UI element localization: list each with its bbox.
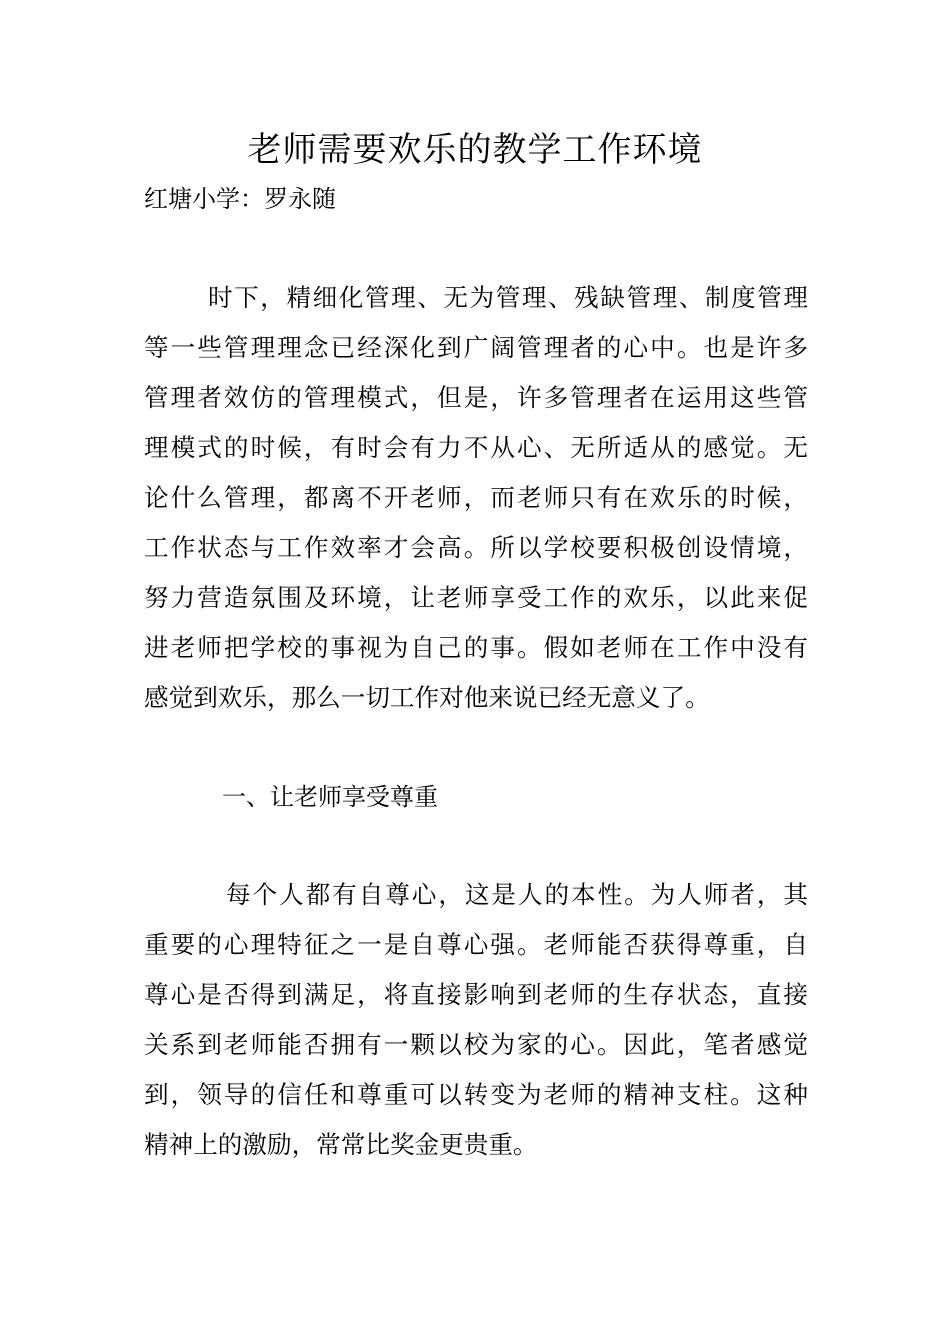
paragraph-line: 论什么管理，都离不开老师，而老师只有在欢乐的时候， [144,483,808,512]
paragraph-line: 努力营造氛围及环境，让老师享受工作的欢乐，以此来促 [144,583,808,612]
paragraph-line: 进老师把学校的事视为自己的事。假如老师在工作中没有 [144,633,808,662]
paragraph-line: 尊心是否得到满足，将直接影响到老师的生存状态，直接 [144,980,808,1009]
paragraph-line: 工作状态与工作效率才会高。所以学校要积极创设情境， [144,533,808,562]
paragraph-line: 关系到老师能否拥有一颗以校为家的心。因此，笔者感觉 [144,1030,808,1059]
paragraph-line: 重要的心理特征之一是自尊心强。老师能否获得尊重，自 [144,930,808,959]
author-line: 红塘小学：罗永随 [144,185,336,213]
document-title: 老师需要欢乐的教学工作环境 [247,130,703,170]
paragraph-line: 等一些管理理念已经深化到广阔管理者的心中。也是许多 [144,333,808,362]
paragraph-line: 管理者效仿的管理模式，但是，许多管理者在运用这些管 [144,383,808,412]
paragraph-line: 时下，精细化管理、无为管理、残缺管理、制度管理 [208,283,808,312]
paragraph-line: 理模式的时候，有时会有力不从心、无所适从的感觉。无 [144,433,808,462]
section-heading: 一、让老师享受尊重 [222,783,438,811]
paragraph-intro [144,273,808,723]
paragraph-line: 每个人都有自尊心，这是人的本性。为人师者，其 [226,880,808,909]
paragraph-line: 感觉到欢乐，那么一切工作对他来说已经无意义了。 [144,683,710,712]
paragraph-respect [144,870,808,1170]
paragraph-line: 精神上的激励，常常比奖金更贵重。 [144,1130,538,1159]
paragraph-line: 到，领导的信任和尊重可以转变为老师的精神支柱。这种 [144,1080,808,1109]
